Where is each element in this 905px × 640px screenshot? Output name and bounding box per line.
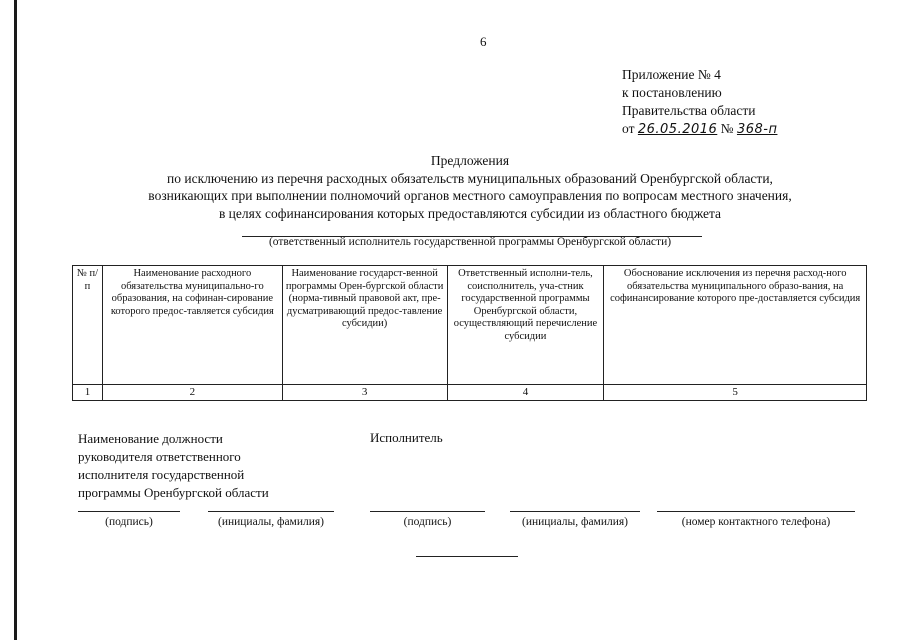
handwritten-number: 368-п	[736, 122, 778, 137]
header-cell-number: № п/п	[73, 266, 103, 385]
head-position-line: Наименование должности	[78, 431, 223, 446]
column-number-cell: 4	[447, 385, 604, 401]
executor-signature-line	[370, 511, 485, 512]
title-heading: Предложения	[430, 153, 510, 168]
executor-phone-line	[657, 511, 855, 512]
head-position-label	[78, 430, 269, 502]
header-cell-justification: Обоснование исключения из перечня расход-ного обязательства муниципального образо-вания, на софинансирование которого пре-доставляется субсидия	[604, 266, 867, 385]
head-position-line: руководителя ответственного	[78, 449, 241, 464]
appendix-line-1: Приложение № 4	[622, 67, 721, 82]
executor-name-line	[510, 511, 640, 512]
handwritten-date: 26.05.2016	[637, 122, 718, 137]
header-cell-program: Наименование государст-венной программы Орен-бургской области (норма-тивный правовой акт, пре-дусматривающий предос-тавление субсидии)	[282, 266, 447, 385]
title-line-3: в целях софинансирования которых предоставляются субсидии из областного бюджета	[218, 205, 722, 221]
responsible-executor-caption: (ответственный исполнитель государственной программы Оренбургской области)	[268, 236, 672, 248]
table-header-row	[73, 266, 867, 385]
date-prefix: от	[622, 121, 635, 136]
executor-name-caption: (инициалы, фамилия)	[521, 516, 629, 528]
header-cell-obligation: Наименование расходного обязательства муниципально-го образования, на софинан-сирование которого предос-тавляется субсидия	[102, 266, 282, 385]
column-number-cell: 5	[604, 385, 867, 401]
head-signature-caption: (подпись)	[105, 516, 153, 528]
binding-edge-line	[14, 0, 17, 640]
title-line-2: возникающих при выполнении полномочий органов местного самоуправления по вопросам местного значения,	[148, 188, 792, 203]
bottom-separator-line	[416, 556, 518, 557]
head-position-line: программы Оренбургской области	[78, 485, 269, 500]
executor-label: Исполнитель	[370, 430, 443, 445]
head-name-line	[208, 511, 334, 512]
column-number-cell: 1	[73, 385, 103, 401]
appendix-line-2: к постановлению	[622, 85, 722, 100]
table-column-numbers-row	[73, 385, 867, 401]
column-number-cell: 2	[102, 385, 282, 401]
appendix-block	[622, 66, 777, 139]
column-number-cell: 3	[282, 385, 447, 401]
document-title	[60, 152, 880, 222]
appendix-line-3: Правительства области	[622, 103, 756, 118]
executor-signature-caption: (подпись)	[403, 516, 452, 528]
head-signature-line	[78, 511, 180, 512]
head-name-caption: (инициалы, фамилия)	[217, 516, 325, 528]
title-line-1: по исключению из перечня расходных обязательств муниципальных образований Оренбургской области,	[167, 170, 773, 186]
appendix-date-line	[622, 120, 777, 139]
header-cell-executor: Ответственный исполни-тель, соисполнитель, уча-стник государственной программы Оренбургской области, осуществляющий перечисление субсидии	[447, 266, 604, 385]
head-position-line: исполнителя государственной	[78, 467, 245, 482]
page-number: 6	[480, 34, 487, 49]
proposals-table	[72, 265, 867, 401]
number-prefix: №	[720, 121, 734, 136]
executor-phone-caption: (номер контактного телефона)	[681, 516, 831, 528]
